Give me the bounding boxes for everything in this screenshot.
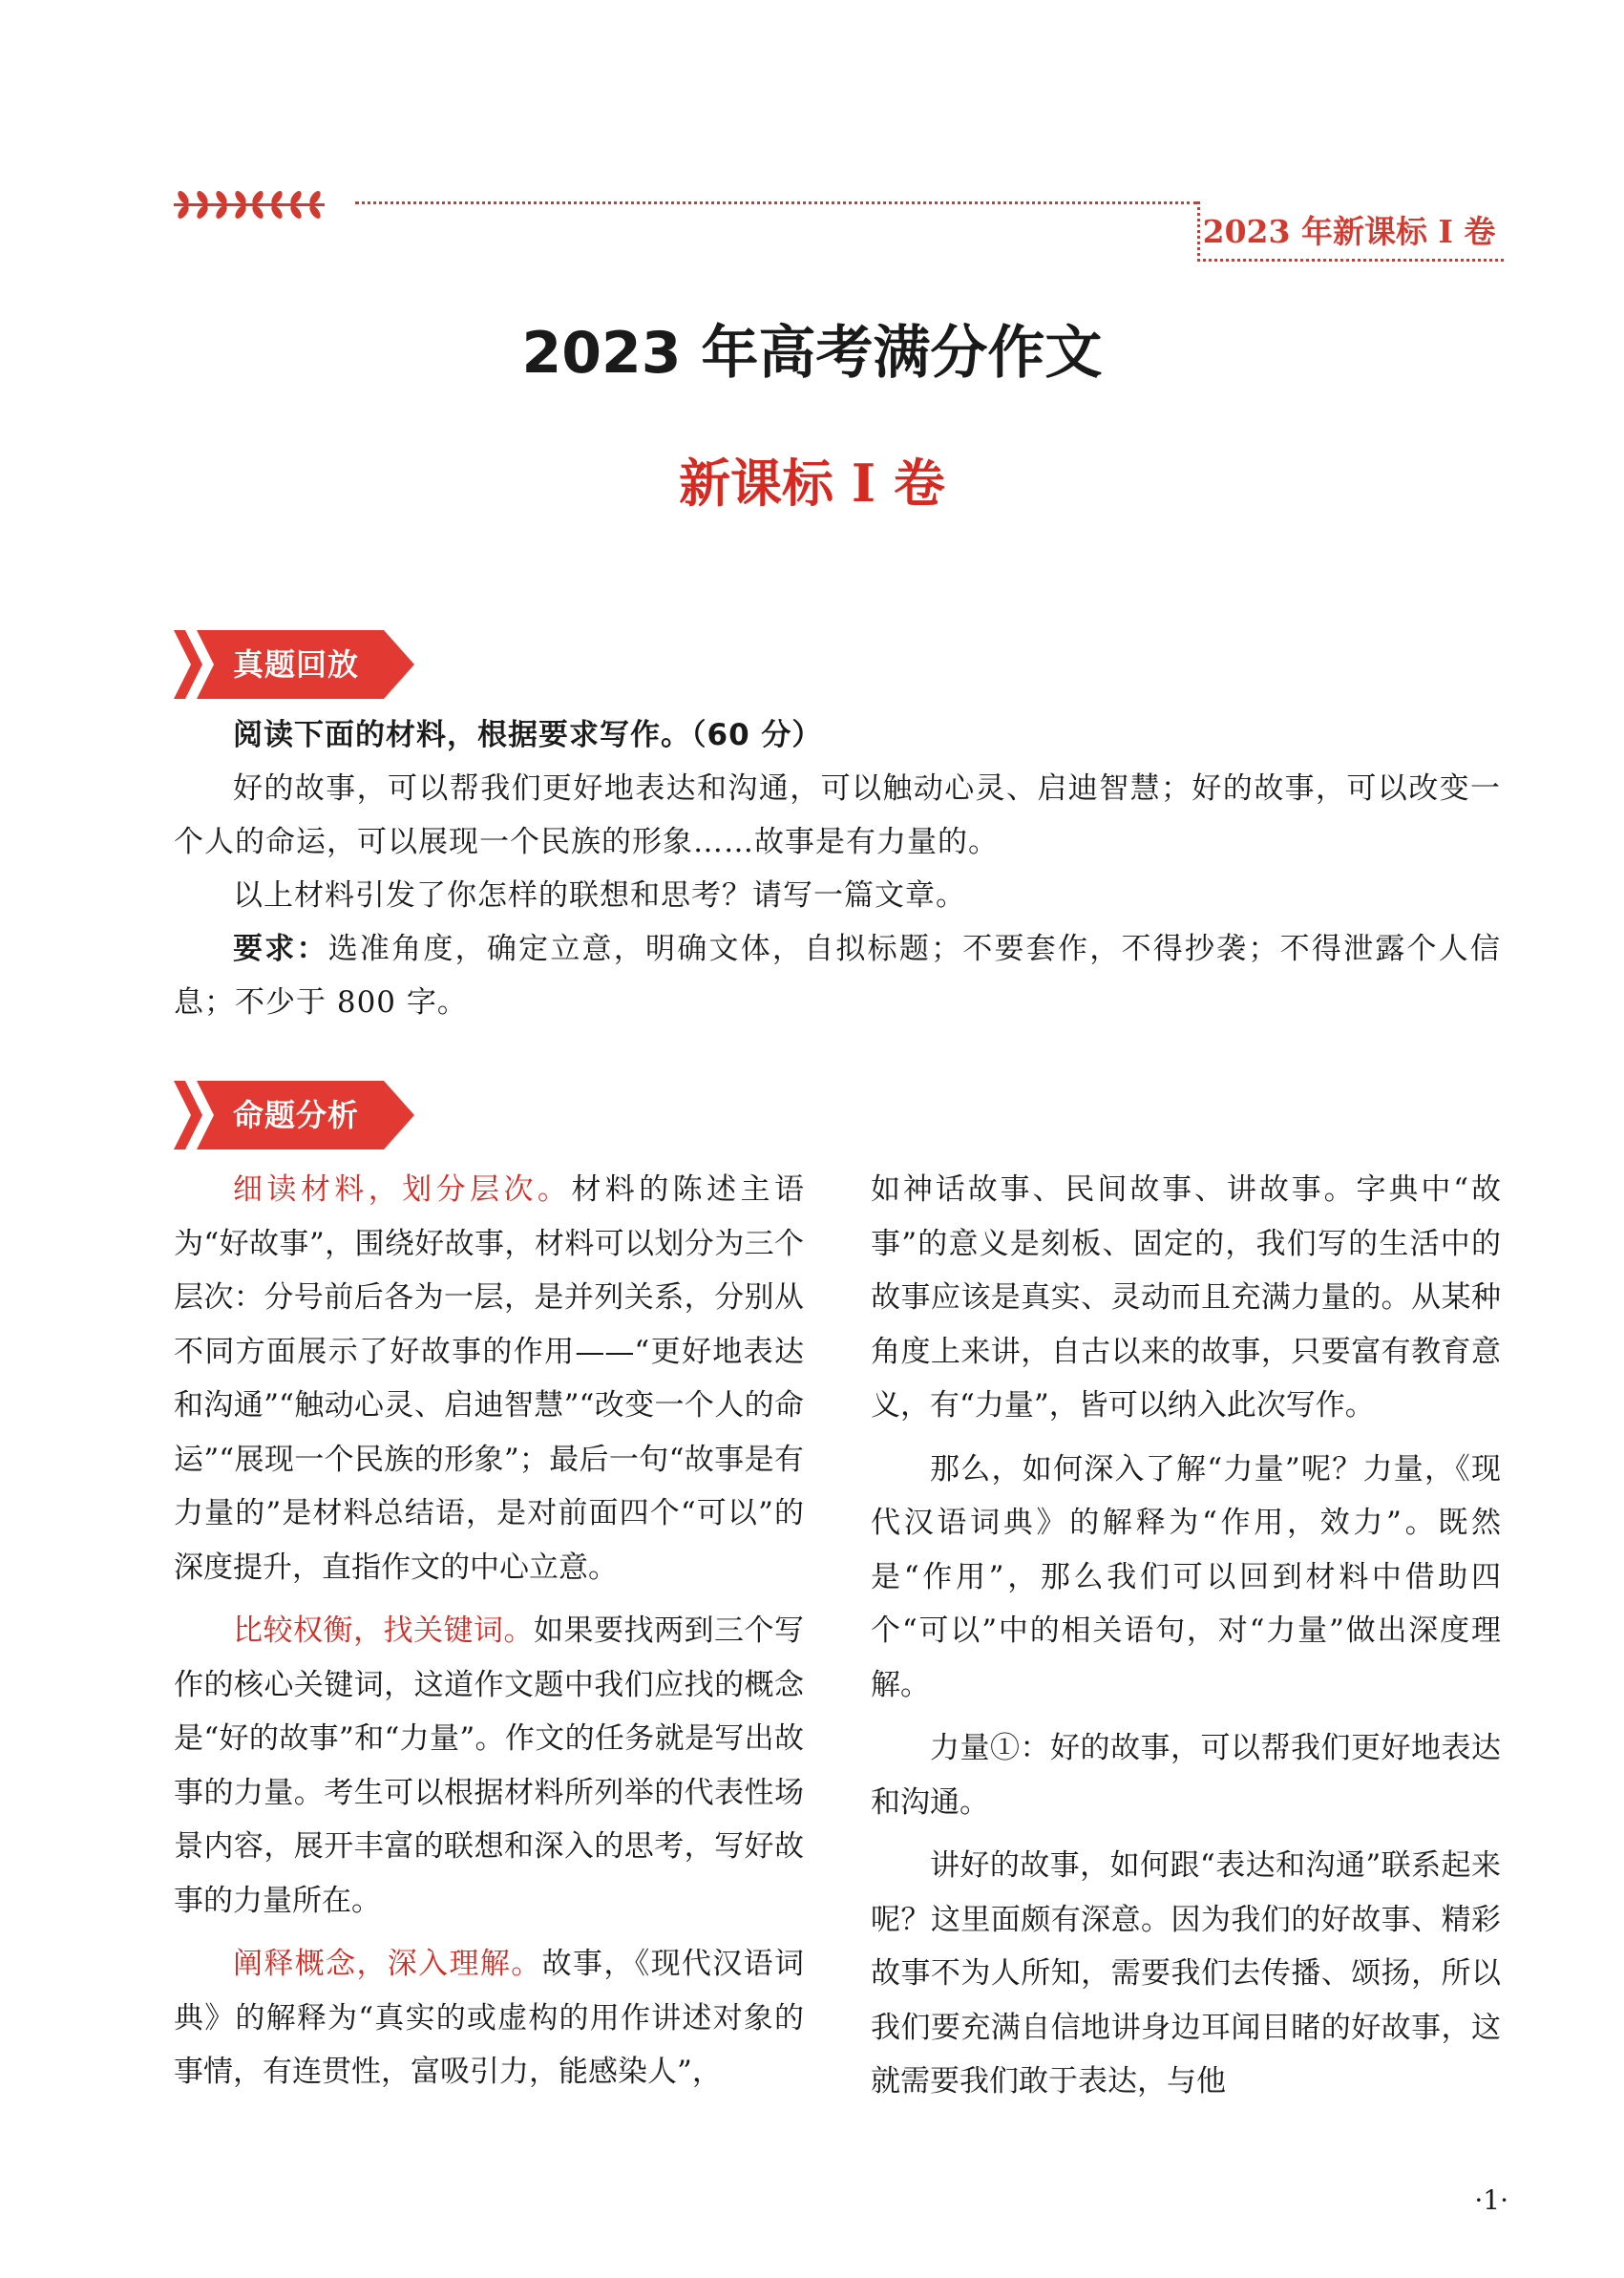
page-subtitle: 新课标 I 卷 (679, 453, 945, 514)
section-title: 命题分析 (232, 1097, 359, 1133)
question-material: 好的故事，可以帮我们更好地表达和沟通，可以触动心灵、启迪智慧；好的故事，可以改变一个人的命运，可以展现一个民族的形象……故事是有力量的。 (174, 771, 1501, 859)
analysis-paragraph: 讲好的故事，如何跟“表达和沟通”联系起来呢？这里面颇有深意。因为我们的好故事、精彩故事不为人所知，需要我们去传播、颂扬，所以我们要充满自信地讲身边耳闻目睹的好故事，这就需要我们敢于表达，与他 (871, 1848, 1501, 2099)
section-title: 真题回放 (232, 646, 359, 683)
analysis-paragraph: 那么，如何深入了解“力量”呢？力量，《现代汉语词典》的解释为“作用，效力”。既然是“作用”，那么我们可以回到材料中借助四个“可以”中的相关语句，对“力量”做出深度理解。 (871, 1451, 1501, 1702)
page-title: 2023 年高考满分作文 (521, 320, 1103, 387)
analysis-paragraph: 如神话故事、民间故事、讲故事。字典中“故事”的意义是刻板、固定的，我们写的生活中的故事应该是真实、灵动而且充满力量的。从某种角度上来讲，自古以来的故事，只要富有教育意义，有“力量”，皆可以纳入此次写作。 (871, 1172, 1501, 1423)
header-divider (355, 201, 1197, 204)
paragraph-text: 故事，《现代汉语词典》的解释为“真实的或虚构的用作讲述对象的事情，有连贯性，富吸引力，能感染人”， (174, 1947, 805, 2089)
paragraph-lead: 阐释概念，深入理解。 (233, 1947, 542, 1981)
question-prompt: 以上材料引发了你怎样的联想和思考？请写一篇文章。 (233, 878, 966, 913)
question-block (174, 708, 1501, 1029)
page-number: ·1· (1474, 2184, 1508, 2216)
analysis-right-column (871, 1163, 1501, 2119)
analysis-paragraph (174, 1604, 804, 1928)
analysis-paragraph (174, 1163, 804, 1594)
analysis-paragraph: 力量①：好的故事，可以帮我们更好地表达和沟通。 (871, 1731, 1501, 1820)
section-banner-zhenti (174, 630, 414, 699)
laurel-ornament-icon (174, 187, 325, 223)
paragraph-text: 材料的陈述主语为“好故事”，围绕好故事，材料可以划分为三个层次：分号前后各为一层，是并列关系，分别从不同方面展示了好故事的作用——“更好地表达和沟通”“触动心灵、启迪智慧”“改变一个人的命运”“展现一个民族的形象”；最后一句“故事是有力量的”是材料总结语，是对前面四个“可以”的深度提升，直指作文的中心立意。 (174, 1172, 804, 1585)
requirement-label: 要求： (233, 932, 328, 966)
header-tag: 2023 年新课标 I 卷 (1202, 213, 1496, 250)
section-banner-mingti (174, 1081, 414, 1150)
paragraph-lead: 比较权衡，找关键词。 (233, 1614, 534, 1648)
question-requirement (174, 922, 1501, 1029)
analysis-paragraph (174, 1937, 804, 2099)
analysis-left-column (174, 1163, 804, 2109)
paragraph-lead: 细读材料，划分层次。 (233, 1172, 572, 1207)
requirement-text: 选准角度，确定立意，明确文体，自拟标题；不要套作，不得抄袭；不得泄露个人信息；不少于 800 字。 (174, 932, 1502, 1020)
question-instruction: 阅读下面的材料，根据要求写作。（60 分） (233, 718, 823, 752)
paragraph-text: 如果要找两到三个写作的核心关键词，这道作文题中我们应找的概念是“好的故事”和“力量”。作文的任务就是写出故事的力量。考生可以根据材料所列举的代表性场景内容，展开丰富的联想和深入的思考，写好故事的力量所在。 (174, 1614, 804, 1918)
